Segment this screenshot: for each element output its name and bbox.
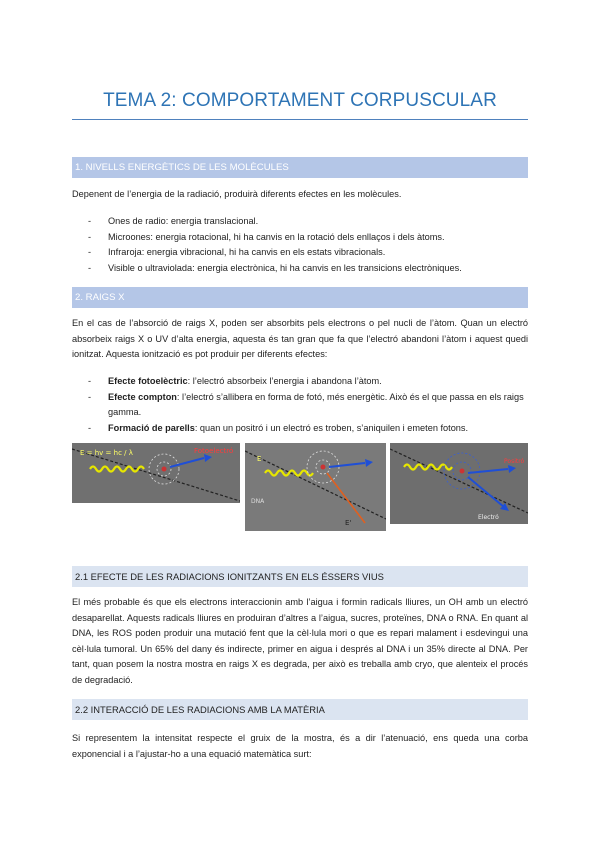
list-item: - Visible o ultraviolada: energia electrònica, hi ha canvis en les transicions electròniques. (88, 261, 528, 277)
fig1-formula: E = hv = hc / λ (80, 449, 133, 457)
compton-diagram (245, 443, 386, 531)
list-item: - Ones de radio: energia translacional. (88, 214, 528, 230)
list-item: - Infraroja: energia vibracional, hi ha canvis en els estats vibracionals. (88, 245, 528, 261)
fig2-label-3: DNA (251, 498, 265, 505)
compton-figure (245, 443, 386, 531)
section-2-1-text: El més probable és que els electrons interaccionin amb l’aigua i formin radicals lliures, un OH amb un electró desaparellat. Aquests radicals lliures en produiran d’altres a l’aigua, sucres, proteïnes, DNA o RNA. En quant al DNA, les ROS poden produir una mutació fent que la cèl·lula mori o que es repari malament i esdevingui una cèl·lula tumoral. Un 65% del dany és indirecte, primer en aigua i després al DNA i un 35% directe al DNA. Per tant, quan posem la nostra mostra en raigs X es degrada, per això es treballa amb cryo, que alenteix el procés de degradació. (72, 597, 528, 685)
section-2-2-text: Si representem la intensitat respecte el gruix de la mostra, és a dir l’atenuació, ens queda una corba exponencial i a l’ajustar-ho a una equació matemàtica surt: (72, 733, 528, 759)
definition: : quan un positró i un electró es troben, s’aniquilen i emeten fotons. (194, 422, 469, 433)
section-2-2-heading: 2.2 INTERACCIÓ DE LES RADIACIONS AMB LA MATÈRIA (72, 699, 528, 720)
list-item (88, 390, 528, 421)
fig2-label-2: E' (345, 519, 352, 527)
list-item (88, 374, 528, 390)
fig3-label-1: Positró (504, 458, 525, 465)
term: Efecte fotoelèctric (108, 376, 188, 386)
list-item (88, 421, 528, 437)
pair-formation-diagram (390, 443, 528, 524)
fig1-label: Fotoelectró (194, 447, 234, 455)
term: Formació de parells (108, 422, 195, 433)
title-underline (72, 119, 528, 120)
photoelectric-figure (72, 443, 240, 503)
term: Efecte compton (108, 391, 177, 402)
fig3-label-2: Electró (478, 514, 499, 521)
pair-formation-figure (390, 443, 528, 524)
section-1-list (88, 214, 528, 276)
fig2-label-1: E (257, 455, 262, 463)
section-2-list (88, 374, 528, 436)
section-1-heading: 1. NIVELLS ENERGÈTICS DE LES MOLÈCULES (72, 157, 528, 178)
definition: : l’electró s’allibera en forma de fotó, més energètic. Això és el que passa en els raigs gamma. (108, 391, 524, 418)
section-1-intro: Depenent de l’energia de la radiació, produirà diferents efectes en les molècules. (72, 189, 402, 199)
list-item: - Microones: energia rotacional, hi ha canvis en la rotació dels enllaços i dels àtoms. (88, 230, 528, 246)
section-2-intro: En el cas de l’absorció de raigs X, poden ser absorbits pels electrons o pel nucli de l’àtom. Quan un electró absorbeix raigs X o UV d’alta energia, aquesta és tan gran que fa que l’electró abandoni l’àtom i aquest quedi ionitzat. Aquesta ionització es pot produir per diferents efectes: (72, 318, 528, 360)
page-title: TEMA 2: COMPORTAMENT CORPUSCULAR (103, 90, 497, 111)
section-2-1-heading: 2.1 EFECTE DE LES RADIACIONS IONITZANTS EN ELS ÉSSERS VIUS (72, 566, 528, 587)
section-2-heading: 2. RAIGS X (72, 287, 528, 308)
definition: : l’electró absorbeix l’energia i abandona l’àtom. (187, 376, 382, 386)
photoelectric-diagram (72, 443, 240, 503)
